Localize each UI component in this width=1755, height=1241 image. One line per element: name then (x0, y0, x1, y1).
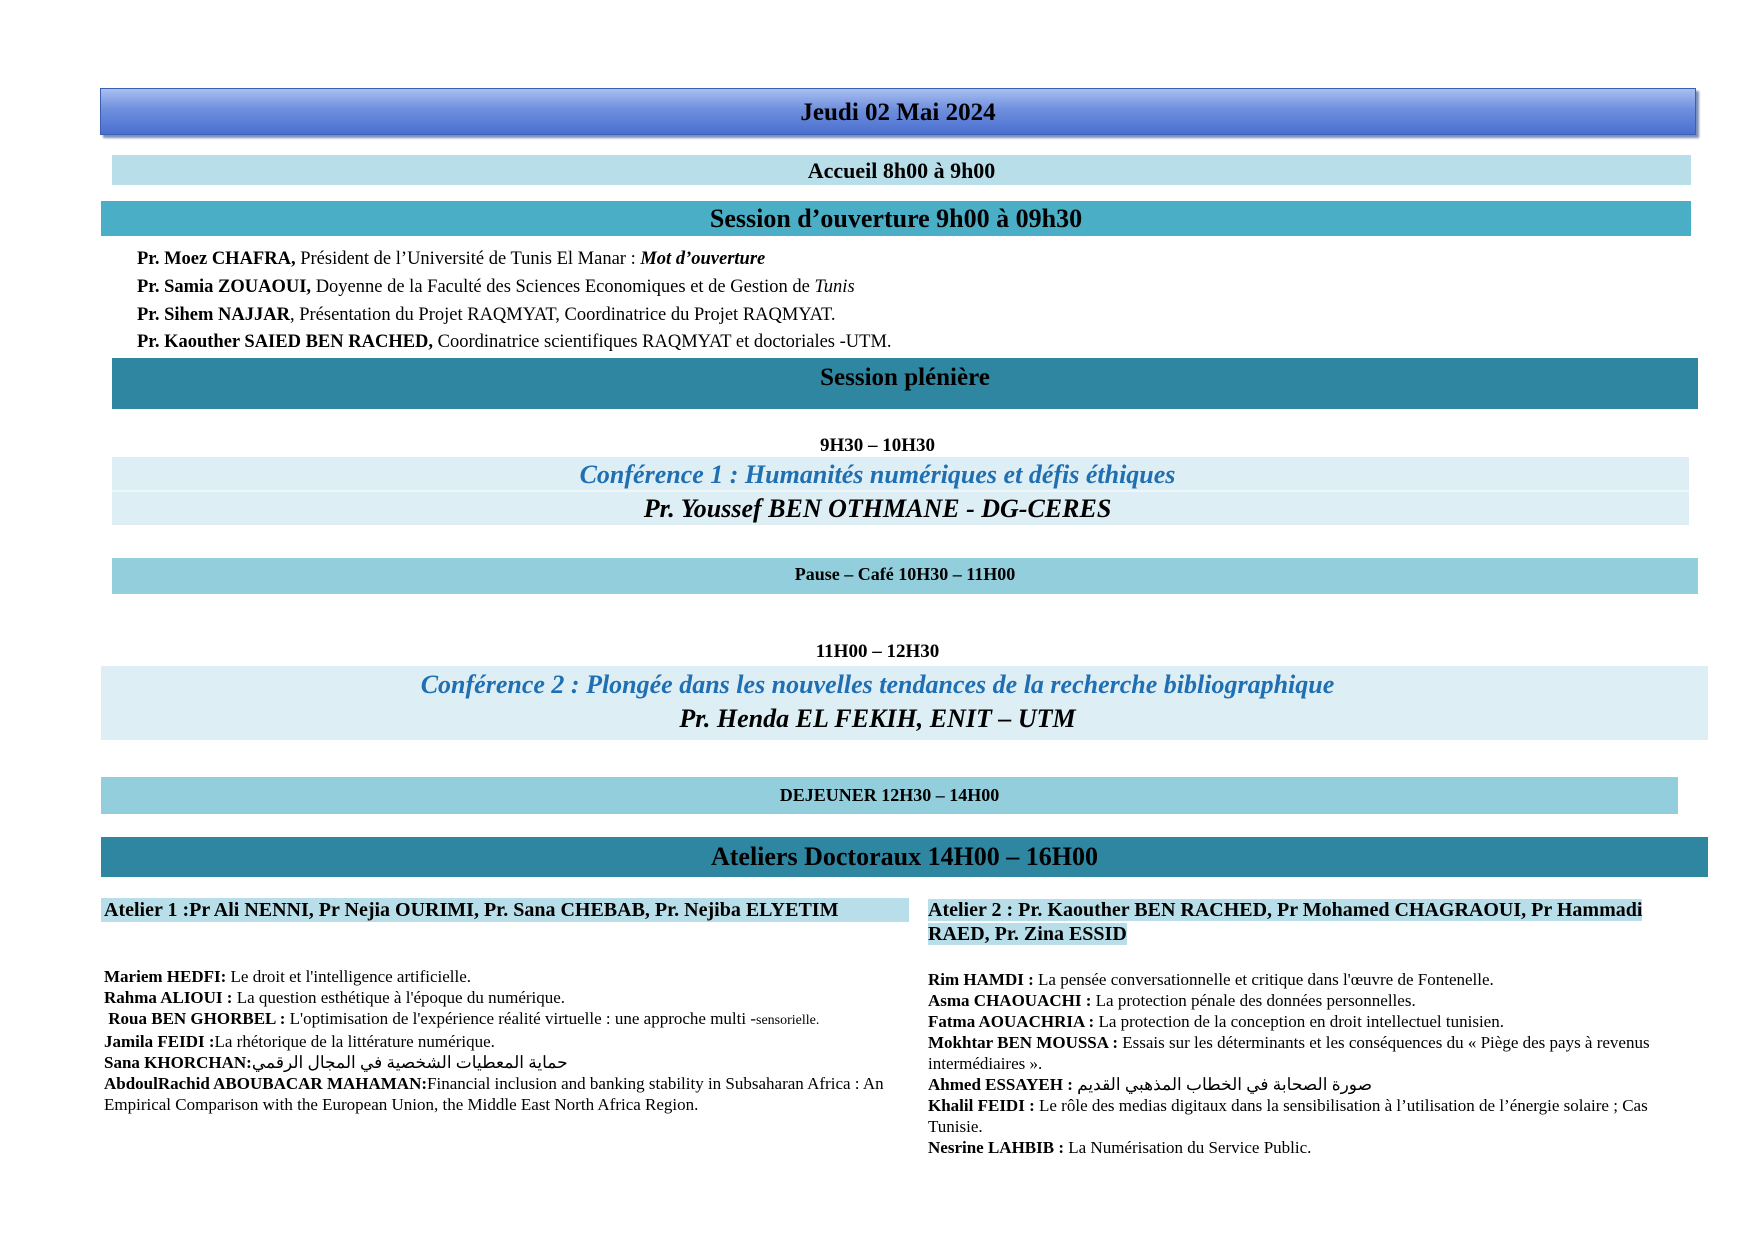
accueil-bar (112, 155, 1691, 185)
speaker-name: Pr. Samia ZOUAOUI, (137, 277, 312, 297)
speaker-line (137, 277, 855, 297)
entry-name: Roua BEN GHORBEL : (104, 1009, 286, 1028)
speaker-line (137, 249, 765, 269)
entry-text-small: sensorielle. (756, 1013, 820, 1028)
entry-text: Le rôle des medias digitaux dans la sensibilisation à l’utilisation de l’énergie solaire ; Cas Tunisie. (928, 1096, 1648, 1136)
list-item (928, 1011, 1698, 1032)
atelier2-head-line1: Atelier 2 : Pr. Kaouther BEN RACHED, Pr Mohamed CHAGRAOUI, Pr Hammadi (928, 899, 1643, 921)
list-item (104, 987, 904, 1008)
ouverture-bar (101, 201, 1691, 236)
speaker-extra: Mot d’ouverture (640, 249, 766, 269)
entry-text: La pensée conversationnelle et critique dans l'œuvre de Fontenelle. (1033, 970, 1494, 989)
list-item (928, 990, 1698, 1011)
list-item (104, 1031, 904, 1052)
pause-bar (112, 558, 1698, 594)
speaker-line (137, 305, 836, 325)
list-item (928, 1032, 1698, 1074)
ateliers-bar (101, 837, 1708, 877)
entry-text: La protection de la conception en droit intellectuel tunisien. (1094, 1012, 1504, 1031)
entry-text: La question esthétique à l'époque du numérique. (232, 988, 566, 1007)
day-title: Jeudi 02 Mai 2024 (800, 99, 996, 126)
entry-name: Mokhtar BEN MOUSSA : (928, 1033, 1119, 1052)
pleniere-bar (112, 358, 1698, 409)
entry-name: Jamila FEIDI : (104, 1032, 215, 1051)
entry-text: Essais sur les déterminants et les conséquences du « Piège des pays à revenus intermédiaires ». (928, 1033, 1650, 1073)
list-item (928, 969, 1698, 990)
pleniere-title: Session plénière (820, 364, 990, 391)
pause-label: Pause – Café 10H30 – 11H00 (794, 564, 1016, 584)
list-item (104, 1008, 904, 1031)
speaker-role: Coordinatrice scientifiques RAQMYAT et doctoriales -UTM. (433, 332, 892, 352)
day-banner (100, 88, 1696, 135)
entry-text: La rhétorique de la littérature numérique. (214, 1032, 495, 1051)
atelier1-list (104, 966, 904, 1115)
entry-text: Financial inclusion and banking stability in Subsaharan Africa : An Empirical Comparison with the European Union, the Middle East North Africa Region. (104, 1074, 884, 1114)
entry-name: Mariem HEDFI: (104, 967, 227, 986)
conf2-time: 11H00 – 12H30 (815, 641, 940, 662)
entry-name: Nesrine LAHBIB : (928, 1138, 1064, 1157)
entry-text: L'optimisation de l'expérience réalité virtuelle : une approche multi - (285, 1009, 756, 1028)
atelier1-head: Atelier 1 :Pr Ali NENNI, Pr Nejia OURIMI, Pr. Sana CHEBAB, Pr. Nejiba ELYETIM (101, 898, 909, 922)
speaker-name: Pr. Kaouther SAIED BEN RACHED, (137, 332, 434, 352)
list-item (104, 966, 904, 987)
entry-name: Khalil FEIDI : (928, 1096, 1035, 1115)
entry-name: Asma CHAOUACHI : (928, 991, 1092, 1010)
conf1-time: 9H30 – 10H30 (819, 435, 936, 456)
speaker-extra: Tunis (814, 277, 855, 297)
dejeuner-label: DEJEUNER 12H30 – 14H00 (779, 785, 1000, 805)
entry-name: Rim HAMDI : (928, 970, 1034, 989)
entry-text: Le droit et l'intelligence artificielle. (226, 967, 472, 986)
speaker-name: Pr. Moez CHAFRA, (137, 249, 296, 269)
atelier2-head-line2: RAED, Pr. Zina ESSID (928, 923, 1127, 945)
atelier2-list (928, 969, 1698, 1158)
list-item (928, 1137, 1698, 1158)
conf1-title: Conférence 1 : Humanités numériques et défis éthiques (579, 460, 1176, 489)
entry-text: La protection pénale des données personnelles. (1091, 991, 1416, 1010)
list-item (928, 1074, 1698, 1095)
entry-text: صورة الصحابة في الخطاب المذهبي القديم (1072, 1075, 1373, 1094)
list-item (104, 1073, 904, 1115)
list-item (104, 1052, 904, 1073)
conf2-title: Conférence 2 : Plongée dans les nouvelles tendances de la recherche bibliographique (420, 670, 1335, 699)
speaker-role: , Présentation du Projet RAQMYAT, Coordinatrice du Projet RAQMYAT. (289, 305, 836, 325)
ateliers-title: Ateliers Doctoraux 14H00 – 16H00 (710, 842, 1099, 871)
atelier2-head (928, 898, 1698, 946)
speaker-role: Doyenne de la Faculté des Sciences Economiques et de Gestion de (311, 277, 815, 297)
speaker-role: Président de l’Université de Tunis El Manar : (295, 249, 641, 269)
entry-text: حماية المعطيات الشخصية في المجال الرقمي (251, 1053, 568, 1072)
entry-name: Sana KHORCHAN: (104, 1053, 252, 1072)
dejeuner-bar (101, 777, 1678, 814)
list-item (928, 1095, 1698, 1137)
entry-name: Ahmed ESSAYEH : (928, 1075, 1073, 1094)
entry-name: Fatma AOUACHRIA : (928, 1012, 1095, 1031)
speaker-line (137, 332, 892, 352)
entry-name: Rahma ALIOUI : (104, 988, 233, 1007)
accueil-label: Accueil 8h00 à 9h00 (807, 158, 996, 183)
entry-name: AbdoulRachid ABOUBACAR MAHAMAN: (104, 1074, 428, 1093)
conf1-speaker: Pr. Youssef BEN OTHMANE - DG-CERES (643, 494, 1112, 523)
entry-text: La Numérisation du Service Public. (1064, 1138, 1312, 1157)
ouverture-title: Session d’ouverture 9h00 à 09h30 (709, 204, 1083, 233)
conf2-speaker: Pr. Henda EL FEKIH, ENIT – UTM (679, 704, 1076, 733)
speaker-name: Pr. Sihem NAJJAR (137, 305, 290, 325)
